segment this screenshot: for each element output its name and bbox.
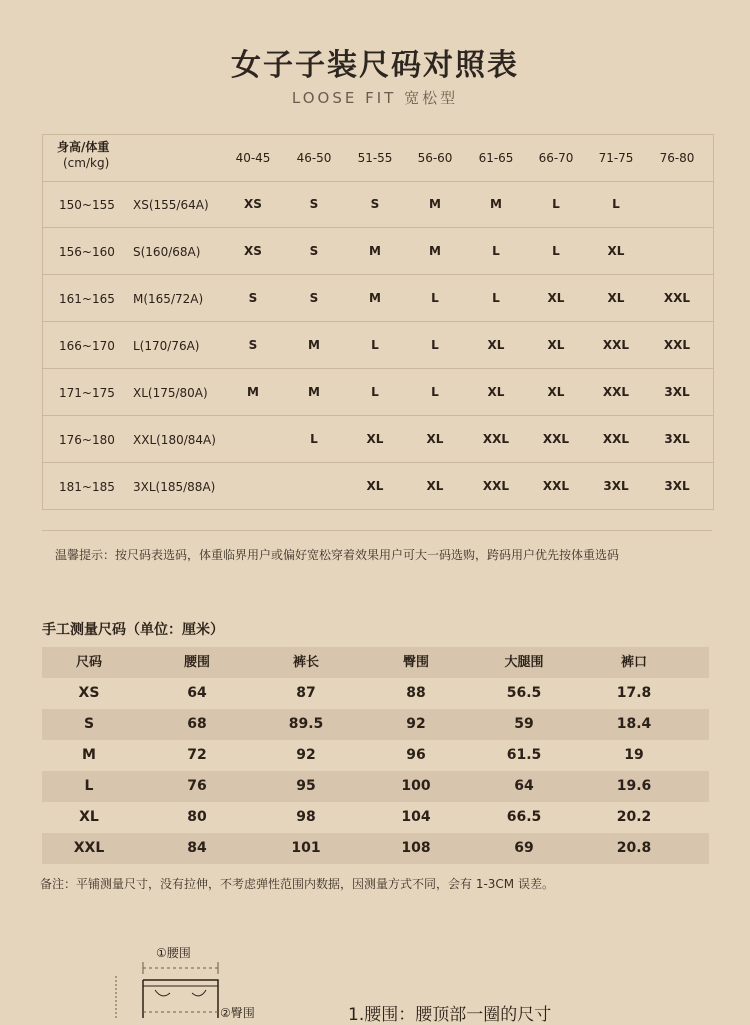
size-recommendation-cell: XL bbox=[607, 244, 625, 258]
size-recommendation-cell: S bbox=[248, 338, 258, 352]
size-chart bbox=[42, 134, 714, 510]
measure-cell: M bbox=[82, 747, 96, 763]
measure-cell: 20.8 bbox=[616, 840, 652, 856]
page-subtitle: LOOSE FIT 宽松型 bbox=[291, 89, 459, 107]
height-range: 171~175 bbox=[59, 386, 115, 400]
size-recommendation-cell: M bbox=[308, 385, 320, 399]
measure-row bbox=[42, 771, 709, 802]
size-recommendation-cell: 3XL bbox=[664, 385, 690, 399]
measure-header-cell: 裤长 bbox=[292, 655, 319, 670]
size-recommendation-cell: M bbox=[429, 244, 441, 258]
size-recommendation-cell: L bbox=[431, 291, 439, 305]
measure-cell: 59 bbox=[514, 716, 534, 732]
size-recommendation-cell: XL bbox=[547, 385, 565, 399]
size-recommendation-cell: XL bbox=[547, 291, 565, 305]
size-recommendation-cell: M bbox=[369, 244, 381, 258]
measure-cell: 95 bbox=[296, 778, 316, 794]
measure-section-title: 手工测量尺码（单位：厘米） bbox=[42, 622, 224, 638]
size-recommendation-cell: 3XL bbox=[603, 479, 629, 493]
measure-row bbox=[42, 833, 709, 864]
size-recommendation-cell: L bbox=[371, 385, 379, 399]
size-recommendation-cell: XL bbox=[366, 479, 384, 493]
weight-range-header: 56-60 bbox=[417, 151, 453, 165]
measure-cell: 61.5 bbox=[506, 747, 542, 763]
size-recommendation-cell: 3XL bbox=[664, 479, 690, 493]
size-recommendation-cell: S bbox=[309, 244, 319, 258]
size-recommendation-cell: S bbox=[248, 291, 258, 305]
weight-range-header: 71-75 bbox=[598, 151, 634, 165]
measure-header-cell: 裤口 bbox=[620, 655, 647, 670]
size-recommendation-cell: L bbox=[492, 291, 500, 305]
size-tip: 温馨提示：按尺码表选码，体重临界用户或偏好宽松穿着效果用户可大一码选购，跨码用户优先按体重选码 bbox=[55, 548, 620, 562]
size-code: S(160/68A) bbox=[133, 245, 201, 259]
measure-row bbox=[42, 802, 709, 833]
height-range: 166~170 bbox=[59, 339, 115, 353]
size-code: XL(175/80A) bbox=[133, 386, 208, 400]
size-recommendation-cell: M bbox=[308, 338, 320, 352]
page-title: 女子子装尺码对照表 bbox=[231, 48, 519, 83]
measure-cell: 64 bbox=[187, 685, 207, 701]
size-recommendation-cell: XL bbox=[547, 338, 565, 352]
size-recommendation-cell: XXL bbox=[602, 385, 630, 399]
measure-cell: 18.4 bbox=[616, 716, 652, 732]
waist-label: ①腰围 bbox=[156, 946, 191, 960]
size-recommendation-cell: XXL bbox=[663, 338, 691, 352]
size-recommendation-cell: M bbox=[490, 197, 502, 211]
measure-cell: XXL bbox=[73, 840, 105, 856]
measure-cell: 96 bbox=[406, 747, 426, 763]
size-recommendation-cell: XXL bbox=[482, 479, 510, 493]
measure-header-cell: 尺码 bbox=[75, 655, 102, 670]
measure-cell: 19.6 bbox=[616, 778, 652, 794]
measure-cell: 72 bbox=[187, 747, 207, 763]
size-recommendation-cell: L bbox=[552, 244, 560, 258]
size-code: XS(155/64A) bbox=[133, 198, 209, 212]
weight-range-header: 66-70 bbox=[538, 151, 574, 165]
height-range: 181~185 bbox=[59, 480, 115, 494]
measure-header-cell: 大腿围 bbox=[504, 655, 544, 670]
measure-header-row bbox=[42, 647, 709, 678]
size-recommendation-cell: XXL bbox=[602, 432, 630, 446]
measure-cell: XS bbox=[78, 685, 100, 701]
size-recommendation-cell: L bbox=[552, 197, 560, 211]
size-recommendation-cell: S bbox=[309, 291, 319, 305]
measure-cell: 17.8 bbox=[616, 685, 652, 701]
measure-cell: 84 bbox=[187, 840, 207, 856]
measure-header-cell: 腰围 bbox=[183, 655, 210, 670]
size-recommendation-cell: S bbox=[309, 197, 319, 211]
measure-row bbox=[42, 709, 709, 740]
measure-cell: 69 bbox=[514, 840, 534, 856]
measurement-table bbox=[42, 647, 709, 864]
measure-row bbox=[42, 678, 709, 709]
measure-cell: 20.2 bbox=[616, 809, 652, 825]
height-range: 150~155 bbox=[59, 198, 115, 212]
size-chart-row bbox=[43, 322, 713, 369]
measure-cell: 56.5 bbox=[506, 685, 542, 701]
measure-cell: 89.5 bbox=[288, 716, 324, 732]
measure-cell: 76 bbox=[187, 778, 207, 794]
measure-cell: 64 bbox=[514, 778, 534, 794]
weight-range-header: 51-55 bbox=[357, 151, 393, 165]
size-code: XXL(180/84A) bbox=[133, 433, 216, 447]
measure-cell: S bbox=[83, 716, 95, 732]
size-recommendation-cell: XL bbox=[426, 479, 444, 493]
measure-cell: 80 bbox=[187, 809, 207, 825]
size-recommendation-cell: L bbox=[612, 197, 620, 211]
size-recommendation-cell: M bbox=[429, 197, 441, 211]
measure-header-cell: 臀围 bbox=[402, 655, 429, 670]
size-recommendation-cell: XL bbox=[607, 291, 625, 305]
measure-instruction: 1.腰围：腰顶部一圈的尺寸 bbox=[348, 1005, 552, 1025]
size-recommendation-cell: L bbox=[310, 432, 318, 446]
height-range: 156~160 bbox=[59, 245, 115, 259]
size-code: L(170/76A) bbox=[133, 339, 200, 353]
weight-range-header: 61-65 bbox=[478, 151, 514, 165]
size-recommendation-cell: XS bbox=[244, 197, 262, 211]
size-chart-header bbox=[43, 135, 713, 182]
measure-cell: 66.5 bbox=[506, 809, 542, 825]
size-chart-row bbox=[43, 463, 713, 509]
measure-note: 备注：平铺测量尺寸，没有拉伸，不考虑弹性范围内数据，因测量方式不同，会有 1-3CM 误差。 bbox=[40, 877, 554, 891]
weight-range-header: 40-45 bbox=[235, 151, 271, 165]
size-recommendation-cell: S bbox=[370, 197, 380, 211]
measure-cell: 88 bbox=[406, 685, 426, 701]
size-recommendation-cell: 3XL bbox=[664, 432, 690, 446]
section-divider bbox=[42, 530, 712, 531]
size-recommendation-cell: M bbox=[369, 291, 381, 305]
hip-label: ②臀围 bbox=[220, 1006, 255, 1020]
measure-cell: 92 bbox=[296, 747, 316, 763]
size-chart-row bbox=[43, 228, 713, 275]
size-recommendation-cell: L bbox=[492, 244, 500, 258]
height-weight-unit: (cm/kg) bbox=[63, 156, 110, 170]
measure-cell: XL bbox=[79, 809, 99, 825]
size-recommendation-cell: XS bbox=[244, 244, 262, 258]
size-code: M(165/72A) bbox=[133, 292, 204, 306]
measure-cell: 87 bbox=[296, 685, 316, 701]
height-weight-label bbox=[57, 139, 109, 171]
size-recommendation-cell: XXL bbox=[663, 291, 691, 305]
size-recommendation-cell: XXL bbox=[542, 432, 570, 446]
size-chart-row bbox=[43, 416, 713, 463]
size-recommendation-cell: XXL bbox=[542, 479, 570, 493]
weight-range-header: 46-50 bbox=[296, 151, 332, 165]
measure-cell: 98 bbox=[296, 809, 316, 825]
size-recommendation-cell: XL bbox=[487, 385, 505, 399]
measure-cell: 92 bbox=[406, 716, 426, 732]
measure-cell: 104 bbox=[401, 809, 431, 825]
height-weight-title: 身高/体重 bbox=[57, 140, 110, 154]
size-recommendation-cell: L bbox=[371, 338, 379, 352]
size-chart-row bbox=[43, 369, 713, 416]
size-code: 3XL(185/88A) bbox=[133, 480, 216, 494]
measure-row bbox=[42, 740, 709, 771]
size-chart-row bbox=[43, 181, 713, 228]
size-recommendation-cell: L bbox=[431, 338, 439, 352]
measure-cell: 108 bbox=[401, 840, 431, 856]
height-range: 161~165 bbox=[59, 292, 115, 306]
size-chart-row bbox=[43, 275, 713, 322]
size-recommendation-cell: XXL bbox=[482, 432, 510, 446]
size-recommendation-cell: XXL bbox=[602, 338, 630, 352]
size-recommendation-cell: L bbox=[431, 385, 439, 399]
measure-cell: 68 bbox=[187, 716, 207, 732]
height-range: 176~180 bbox=[59, 433, 115, 447]
measure-cell: 19 bbox=[624, 747, 644, 763]
size-recommendation-cell: XL bbox=[487, 338, 505, 352]
measure-cell: 100 bbox=[401, 778, 431, 794]
weight-range-header: 76-80 bbox=[659, 151, 695, 165]
measure-cell: L bbox=[84, 778, 94, 794]
size-recommendation-cell: M bbox=[247, 385, 259, 399]
size-recommendation-cell: XL bbox=[366, 432, 384, 446]
measure-cell: 101 bbox=[291, 840, 321, 856]
size-recommendation-cell: XL bbox=[426, 432, 444, 446]
